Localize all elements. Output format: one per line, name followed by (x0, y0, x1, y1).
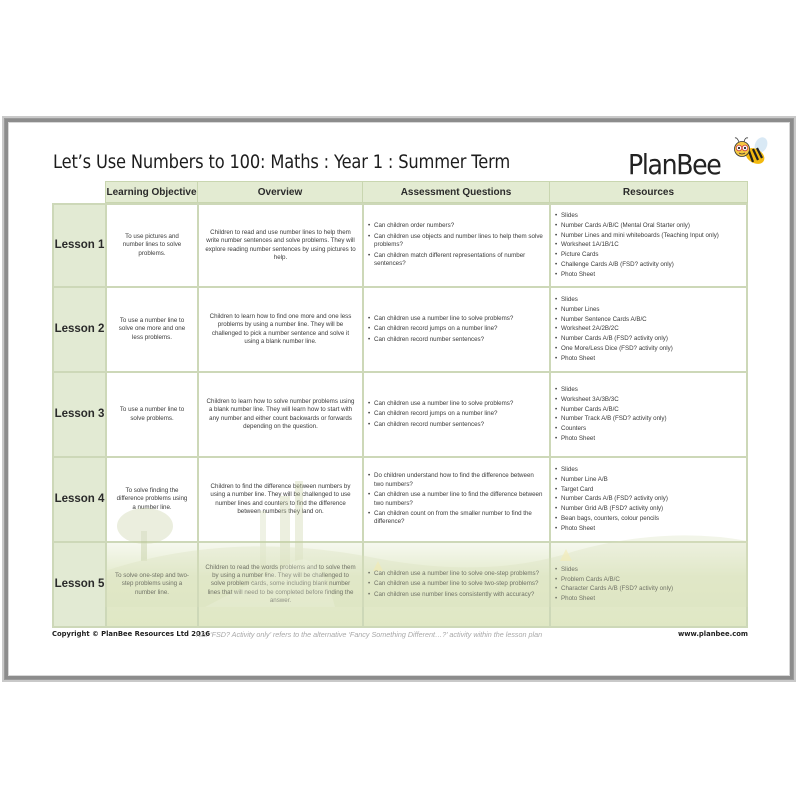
learning-objective (105, 288, 197, 371)
overview-text: Children to read the words problems and to solve them by using a number line. They will be challenged to solve problem cards, some including blank number lines that will need to be completed before finding the answer. (205, 563, 356, 604)
resource-item: • Slides (555, 386, 667, 394)
resources (549, 205, 748, 286)
resource-item: • Bean bags, counters, colour pencils (555, 515, 668, 523)
assessment-item: • Can children use a number line to solve problems? (368, 315, 513, 323)
resources (549, 543, 748, 626)
resource-item: • Number Cards A/B/C (Mental Oral Starter only) (555, 222, 719, 230)
assessment-item: • Can children record number sentences? (368, 421, 513, 429)
page-footer (52, 628, 752, 642)
page-title: Let’s Use Numbers to 100: Maths : Year 1 : Summer Term (53, 152, 511, 173)
resource-item: • Number Cards A/B (FSD? activity only) (555, 495, 668, 503)
table-header-row (105, 181, 748, 203)
assessment-questions (362, 288, 549, 371)
table-body (52, 203, 748, 628)
resource-item: • Photo Sheet (555, 595, 673, 603)
learning-objective (105, 458, 197, 541)
website-link[interactable]: www.planbee.com (677, 630, 748, 638)
objective-text: To use a number line to solve one more and one less problems. (118, 317, 186, 341)
resource-item: • Challenge Cards A/B (FSD? activity only) (555, 261, 719, 269)
assessment-item: • Can children record number sentences? (368, 336, 513, 344)
assessment-questions (362, 205, 549, 286)
overview (197, 543, 362, 626)
header-learning-objective: Learning Objective (105, 181, 197, 203)
resource-item: • Slides (555, 212, 719, 220)
assessment-item: • Can children record jumps on a number line? (368, 325, 513, 333)
assessment-item: • Can children use a number line to solve one-step problems? (368, 570, 539, 578)
resource-item: • Photo Sheet (555, 435, 667, 443)
resource-item: • Photo Sheet (555, 525, 668, 533)
resource-item: • Number Line A/B (555, 476, 668, 484)
resource-item: • Photo Sheet (555, 271, 719, 279)
assessment-questions (362, 373, 549, 456)
resource-item: • Photo Sheet (555, 355, 673, 363)
resources (549, 288, 748, 371)
resource-item: • Number Lines (555, 306, 673, 314)
resource-item: • Target Card (555, 486, 668, 494)
resources (549, 458, 748, 541)
resource-item: • Number Grid A/B (FSD? activity only) (555, 505, 668, 513)
overview-text: Children to find the difference between numbers by using a number line. They will be challenged to use number lines and counters to find the difference between numbers they land on. (210, 483, 351, 515)
assessment-questions (362, 543, 549, 626)
objective-text: To use a number line to solve problems. (119, 406, 185, 422)
resource-item: • Number Sentence Cards A/B/C (555, 316, 673, 324)
resource-item: • Number Track A/B (FSD? activity only) (555, 415, 667, 423)
header-overview: Overview (197, 181, 362, 203)
header-assessment-questions: Assessment Questions (362, 181, 549, 203)
resource-item: • Worksheet 3A/3B/3C (555, 396, 667, 404)
resource-item: • Worksheet 2A/2B/2C (555, 325, 673, 333)
fsd-note: NB: ‘FSD? Activity only’ refers to the alternative ‘Fancy Something Different…?’ activity within the lesson plan (196, 630, 543, 639)
objective-text: To use pictures and number lines to solve problems. (122, 233, 182, 257)
lesson-label: Lesson 3 (52, 373, 105, 456)
learning-objective (105, 543, 197, 626)
overview-text: Children to learn how to find one more and one less problems by using a number line. They will be challenged to pick a number sentence and solve it using a blank number line. (209, 313, 352, 345)
assessment-item: • Can children use objects and number lines to help them solve problems? (368, 233, 545, 249)
assessment-item: • Can children use a number line to solve problems? (368, 400, 513, 408)
overview (197, 205, 362, 286)
resource-item: • One More/Less Dice (FSD? activity only) (555, 345, 673, 353)
lesson-label: Lesson 1 (52, 205, 105, 286)
overview (197, 373, 362, 456)
resource-item: • Number Lines and mini whiteboards (Teaching Input only) (555, 232, 719, 240)
assessment-item: • Can children count on from the smaller number to find the difference? (368, 510, 545, 526)
learning-objective (105, 205, 197, 286)
resource-item: • Slides (555, 466, 668, 474)
resource-item: • Number Cards A/B/C (555, 406, 667, 414)
resources (549, 373, 748, 456)
assessment-item: • Can children use number lines consistently with accuracy? (368, 591, 539, 599)
resource-item: • Number Cards A/B (FSD? activity only) (555, 335, 673, 343)
lesson-label: Lesson 4 (52, 458, 105, 541)
resource-item: • Character Cards A/B (FSD? activity only) (555, 585, 673, 593)
resource-item: • Worksheet 1A/1B/1C (555, 241, 719, 249)
lesson-label: Lesson 2 (52, 288, 105, 371)
overview-text: Children to learn how to solve number problems using a blank number line. They will learn how to start with any number and either count backwards or forwards depending on the question. (206, 398, 355, 430)
table-row-lesson-2 (52, 288, 748, 373)
copyright-text: Copyright © PlanBee Resources Ltd 2016 (52, 630, 211, 638)
assessment-item: • Can children use a number line to solve two-step problems? (368, 580, 539, 588)
lesson-label: Lesson 5 (52, 543, 105, 626)
assessment-item: • Do children understand how to find the difference between two numbers? (368, 472, 545, 488)
table-row-lesson-5 (52, 543, 748, 628)
resource-item: • Problem Cards A/B/C (555, 576, 673, 584)
overview (197, 288, 362, 371)
table-row-lesson-3 (52, 373, 748, 458)
overview-text: Children to read and use number lines to help them write number sentences and solve problems. They will explore reading number sentences by using pictures to help. (205, 229, 356, 261)
assessment-item: • Can children match different representations of number sentences? (368, 252, 545, 268)
objective-text: To solve finding the difference problems using a number line. (116, 487, 188, 511)
resource-item: • Slides (555, 566, 673, 574)
logo-text: PlanBee (628, 148, 721, 181)
resource-item: • Counters (555, 425, 667, 433)
table-row-lesson-1 (52, 203, 748, 288)
assessment-item: • Can children record jumps on a number line? (368, 410, 513, 418)
assessment-item: • Can children use a number line to find the difference between two numbers? (368, 491, 545, 507)
overview (197, 458, 362, 541)
header-resources: Resources (549, 181, 748, 203)
resource-item: • Picture Cards (555, 251, 719, 259)
assessment-item: • Can children order numbers? (368, 222, 545, 230)
resource-item: • Slides (555, 296, 673, 304)
bee-mascot-icon (731, 136, 771, 170)
table-row-lesson-4 (52, 458, 748, 543)
objective-text: To solve one-step and two-step problems using a number line. (115, 572, 189, 596)
assessment-questions (362, 458, 549, 541)
learning-objective (105, 373, 197, 456)
